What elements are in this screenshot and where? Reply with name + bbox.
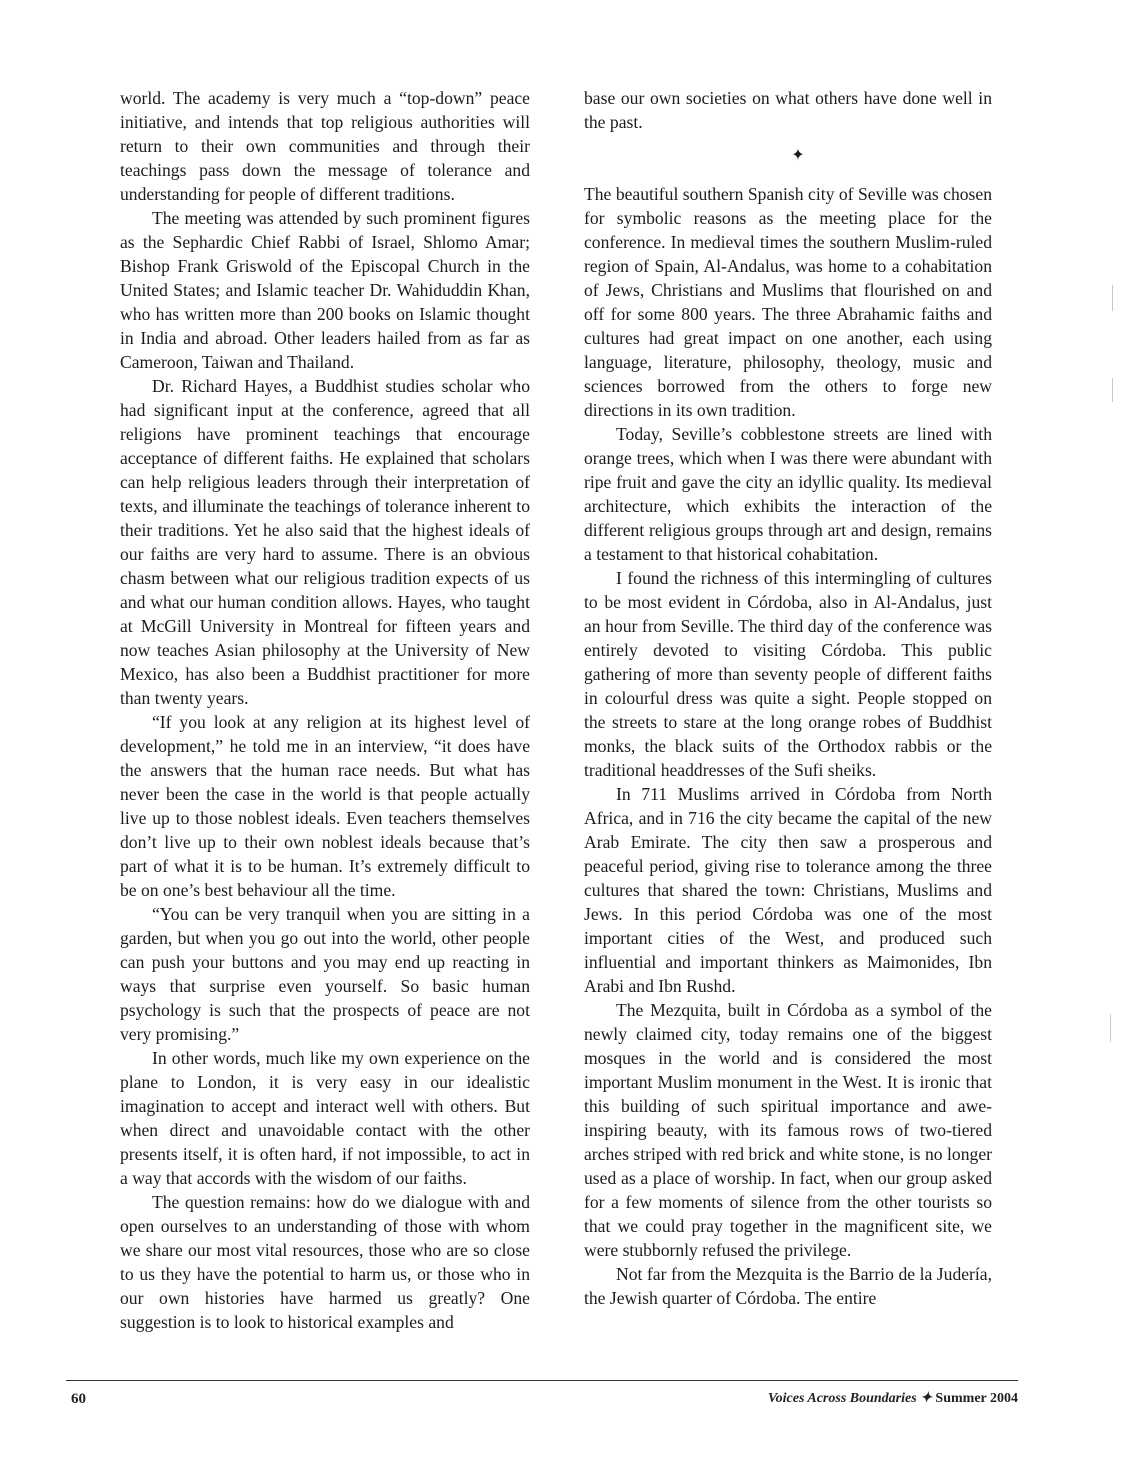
section-break-ornament-icon: ✦ — [791, 147, 805, 164]
paragraph: world. The academy is very much a “top-down” peace initiative, and intends that top religious authorities will return to their own communities and through their teachings pass down the message of tolerance and understanding for people of different traditions. — [120, 88, 530, 204]
issue-date: Summer 2004 — [935, 1391, 1018, 1406]
running-footer — [768, 1389, 1018, 1409]
scan-margin-mark — [1112, 285, 1113, 311]
paragraph: The Mezquita, built in Córdoba as a symbol of the newly claimed city, today remains one of the biggest mosques in the world and is considered the most important Muslim monument in the West. It is ironic that this building of such spiritual importance and awe-inspiring beauty, with its famous rows of two-tiered arches striped with red brick and white stone, is no longer used as a place of worship. In fact, when our group asked for a few moments of silence from the other tourists so that we could pray together in the magnificent site, we were stubbornly refused the privilege. — [584, 1000, 992, 1260]
paragraph: Today, Seville’s cobblestone streets are lined with orange trees, which when I was there were abundant with ripe fruit and gave the city an idyllic quality. Its medieval architecture, which exhibits the interaction of the different religious groups through art and design, remains a testament to that historical cohabitation. — [584, 424, 992, 564]
scan-margin-mark — [1112, 378, 1113, 402]
paragraph: “If you look at any religion at its highest level of development,” he told me in an interview, “it does have the answers that the human race needs. But what has never been the case in the world is that people actually live up to those noblest ideals. Even teachers themselves don’t live up to their own noblest ideals because that’s part of what it is to be human. It’s extremely difficult to be on one’s best behaviour all the time. — [120, 712, 530, 900]
left-text-column — [120, 86, 530, 1334]
paragraph: Dr. Richard Hayes, a Buddhist studies scholar who had significant input at the conference, agreed that all religions have prominent teachings that encourage acceptance of different faiths. He explained that scholars can help religious leaders through their interpretation of texts, and illuminate the teachings of tolerance inherent to their traditions. Yet he also said that the highest ideals of our faiths are very hard to assume. There is an obvious chasm between what our religious tradition expects of us and what our human condition allows. Hayes, who taught at McGill University in Montreal for fifteen years and now teaches Asian philosophy at the University of New Mexico, has also been a Buddhist practitioner for more than twenty years. — [120, 376, 530, 708]
paragraph-continuation: base our own societies on what others have done well in the past. — [584, 88, 992, 132]
paragraph: The meeting was attended by such prominent figures as the Sephardic Chief Rabbi of Israel, Shlomo Amar; Bishop Frank Griswold of the Episcopal Church in the United States; and Islamic teacher Dr. Wahiduddin Khan, who has written more than 200 books on Islamic thought in India and abroad. Other leaders hailed from as far as Cameroon, Taiwan and Thailand. — [120, 208, 530, 372]
paragraph: Not far from the Mezquita is the Barrio de la Judería, the Jewish quarter of Córdoba. The entire — [584, 1264, 992, 1308]
paragraph: The beautiful southern Spanish city of Seville was chosen for symbolic reasons as the meeting place for the conference. In medieval times the southern Muslim-ruled region of Spain, Al-Andalus, was home to a cohabitation of Jews, Christians and Muslims that flourished on and off for some 800 years. The three Abrahamic faiths and cultures had great impact on one another, each using language, literature, philosophy, theology, music and sciences borrowed from the others to forge new directions in its own tradition. — [584, 184, 992, 420]
paragraph: I found the richness of this intermingling of cultures to be most evident in Córdoba, also in Al-Andalus, just an hour from Seville. The third day of the conference was entirely devoted to visiting Córdoba. This public gathering of more than seventy people of different faiths in colourful dress was quite a sight. People stopped on the streets to stare at the long orange robes of Buddhist monks, the black suits of the Orthodox rabbis or the traditional headdresses of the Sufi sheiks. — [584, 568, 992, 780]
paragraph: “You can be very tranquil when you are sitting in a garden, but when you go out into the world, other people can push your buttons and you may end up reacting in ways that surprise even yourself. So basic human psychology is such that the prospects of peace are not very promising.” — [120, 904, 530, 1044]
scan-margin-mark — [1110, 1014, 1111, 1042]
page-number: 60 — [71, 1391, 86, 1407]
publication-title: Voices Across Boundaries — [767, 1391, 917, 1406]
paragraph: In other words, much like my own experience on the plane to London, it is very easy in our idealistic imagination to accept and interact well with others. But when direct and unavoidable contact with the other presents itself, it is often hard, if not impossible, to act in a way that accords with the wisdom of our faiths. — [120, 1048, 530, 1188]
paragraph: In 711 Muslims arrived in Córdoba from North Africa, and in 716 the city became the capital of the new Arab Emirate. The city then saw a prosperous and peaceful period, giving rise to tolerance among the three cultures that shared the town: Christians, Muslims and Jews. In this period Córdoba was one of the most important cities of the West, and produced such influential and important thinkers as Maimonides, Ibn Arabi and Ibn Rushd. — [584, 784, 992, 996]
footer-separator-icon: ✦ — [920, 1391, 932, 1406]
footer-rule — [66, 1380, 1018, 1381]
paragraph: The question remains: how do we dialogue with and open ourselves to an understanding of those with whom we share our most vital resources, those who are so close to us they have the potential to harm us, or those who in our own histories have harmed us greatly? One suggestion is to look to historical examples and — [120, 1192, 530, 1332]
right-text-column — [584, 86, 992, 1310]
